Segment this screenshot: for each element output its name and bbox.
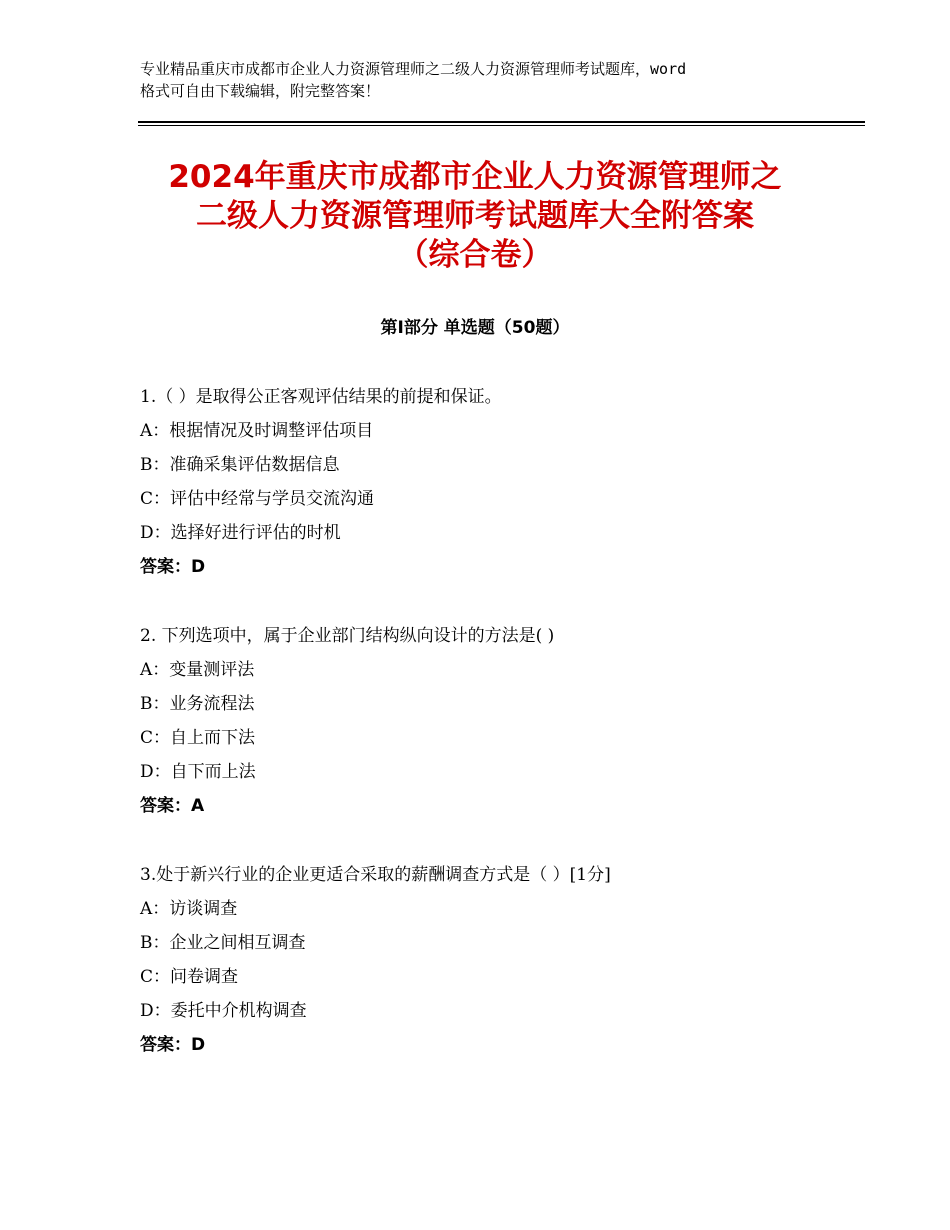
header-note-line-1: 专业精品重庆市成都市企业人力资源管理师之二级人力资源管理师考试题库，word (140, 60, 687, 78)
option-a: A：变量测评法 (140, 660, 255, 680)
section-heading: 第Ⅰ部分 单选题（50题） (380, 318, 570, 338)
header-note-line-2: 格式可自由下载编辑，附完整答案！ (140, 82, 381, 100)
title-line-1: 2024年重庆市成都市企业人力资源管理师之 (168, 159, 782, 195)
option-a: A：根据情况及时调整评估项目 (140, 421, 374, 441)
document-title (100, 158, 850, 275)
question-block (140, 619, 840, 823)
option-a: A：访谈调查 (140, 899, 238, 919)
option-c: C：问卷调查 (140, 967, 239, 987)
question-stem: 3.处于新兴行业的企业更适合采取的薪酬调查方式是（ ）[1分] (140, 865, 611, 885)
answer-label: 答案：A (140, 796, 205, 816)
title-line-2: 二级人力资源管理师考试题库大全附答案 (196, 198, 754, 234)
option-c: C：自上而下法 (140, 728, 256, 748)
option-d: D：自下而上法 (140, 762, 256, 782)
answer-label: 答案：D (140, 1035, 206, 1055)
header-divider-thick (138, 121, 865, 123)
option-d: D：选择好进行评估的时机 (140, 523, 341, 543)
option-b: B：准确采集评估数据信息 (140, 455, 340, 475)
header-divider-thin (138, 125, 865, 126)
question-stem: 2. 下列选项中，属于企业部门结构纵向设计的方法是( ) (140, 626, 555, 646)
question-block (140, 380, 840, 584)
title-line-3: （综合卷） (397, 237, 553, 273)
question-block (140, 858, 840, 1062)
option-c: C：评估中经常与学员交流沟通 (140, 489, 375, 509)
question-stem: 1.（ ）是取得公正客观评估结果的前提和保证。 (140, 387, 502, 407)
option-d: D：委托中介机构调查 (140, 1001, 307, 1021)
option-b: B：业务流程法 (140, 694, 255, 714)
answer-label: 答案：D (140, 557, 206, 577)
option-b: B：企业之间相互调查 (140, 933, 306, 953)
header-note (140, 58, 830, 102)
